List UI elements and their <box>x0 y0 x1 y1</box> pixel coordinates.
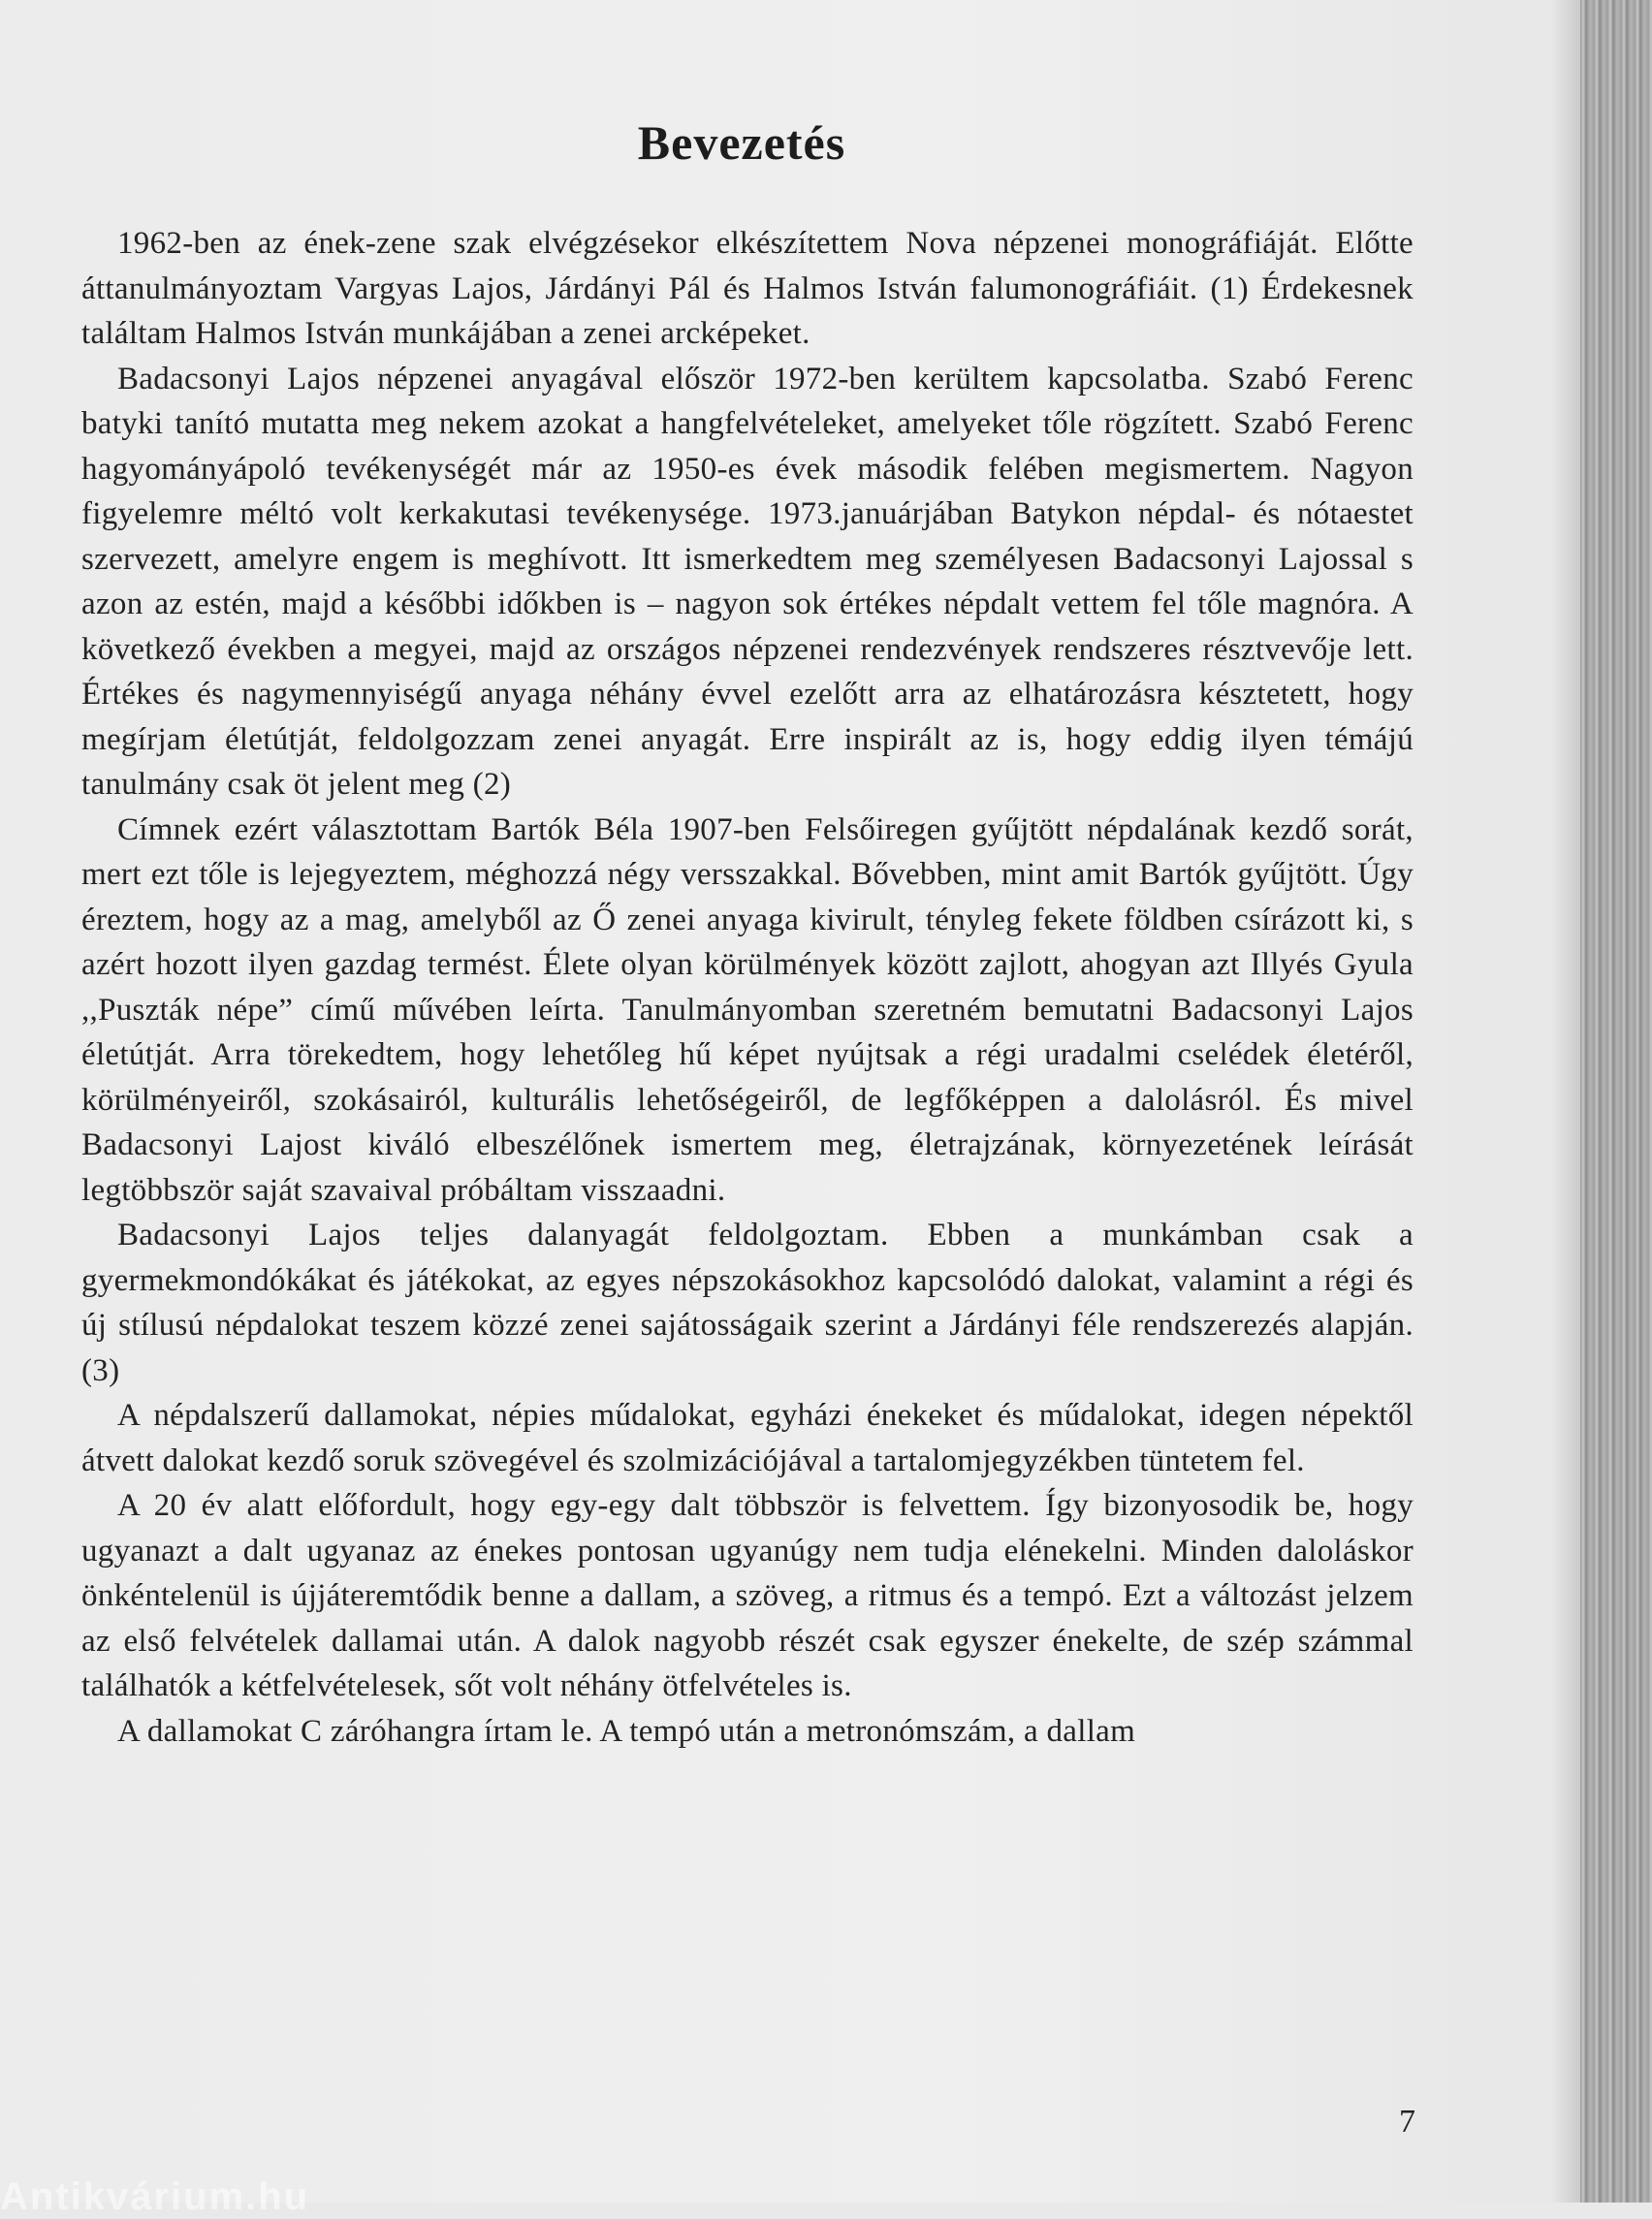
paragraph-7: A dallamokat C záróhangra írtam le. A tempó után a metronómszám, a dallam <box>117 1713 1136 1749</box>
watermark-text: Antikvárium.hu <box>0 2175 310 2218</box>
page-shadow <box>1551 0 1580 2203</box>
paragraph-2: Badacsonyi Lajos népzenei anyagával először 1972-ben kerültem kapcsolatba. Szabó Ferenc batyki tanító mutatta meg nekem azokat a hangfelvételeket, amelyeket tőle rögzített. Szabó Ferenc hagyományápoló tevékenységét már az 1950-es évek második felében megismertem. Nagyon figyelemre méltó volt kerkakutasi tevékenysége. 1973.januárjában Batykon népdal- és nótaestet szervezett, amelyre engem is meghívott. Itt ismerkedtem meg személyesen Badacsonyi Lajossal s azon az estén, majd a későbbi időkben is – nagyon sok értékes népdalt vettem fel tőle magnóra. A következő években a megyei, majd az országos népzenei rendezvények rendszeres résztvevője lett. Értékes és nagymennyiségű anyaga néhány évvel ezelőtt arra az elhatározásra késztetett, hogy megírjam életútját, feldolgozzam zenei anyagát. Erre inspirált az is, hogy eddig ilyen témájú tanulmány csak öt jelent meg (2) <box>81 361 1414 802</box>
paragraph-3: Címnek ezért választottam Bartók Béla 1907-ben Felsőiregen gyűjtött népdalának kezdő sorát, mert ezt tőle is lejegyeztem, méghozzá négy versszakkal. Bővebben, mint amit Bartók gyűjtött. Úgy éreztem, hogy az a mag, amelyből az Ő zenei anyaga kivirult, tényleg fekete földben csírázott ki, s azért hozott ilyen gazdag termést. Élete olyan körülmények között zajlott, ahogyan azt Illyés Gyula ,,Puszták népe” című művében leírta. Tanulmányomban szeretném bemutatni Badacsonyi Lajos életútját. Arra törekedtem, hogy lehetőleg hű képet nyújtsak a régi uradalmi cselédek életéről, körülményeiről, szokásairól, kulturális lehetőségeiről, de legfőképpen a dalolásról. És mivel Badacsonyi Lajost kiváló elbeszélőnek ismertem meg, életrajzának, környezetének leírását legtöbbször saját szavaival próbáltam visszaadni. <box>81 811 1414 1208</box>
paragraph-1: 1962-ben az ének-zene szak elvégzésekor elkészítettem Nova népzenei monográfiáját. Előtte áttanulmányoztam Vargyas Lajos, Járdányi Pál és Halmos István falumonográfiáit. (1) Érdekesnek találtam Halmos István munkájában a zenei arcképeket. <box>81 226 1414 351</box>
body-text <box>81 221 1414 1754</box>
paragraph-4: Badacsonyi Lajos teljes dalanyagát feldolgoztam. Ebben a munkámban csak a gyermekmondókákat és játékokat, az egyes népszokásokhoz kapcsolódó dalokat, valamint a régi és új stílusú népdalokat teszem közzé zenei sajátosságaik szerint a Járdányi féle rendszerezés alapján. (3) <box>81 1218 1414 1388</box>
page-edges <box>1580 0 1652 2203</box>
page-title: Bevezetés <box>637 115 846 170</box>
paragraph-5: A népdalszerű dallamokat, népies műdalokat, egyházi énekeket és műdalokat, idegen népektől átvett dalokat kezdő soruk szövegével és szolmizációjával a tartalomjegyzékben tüntetem fel. <box>81 1398 1414 1478</box>
page-number: 7 <box>1399 2104 1415 2140</box>
paragraph-6: A 20 év alatt előfordult, hogy egy-egy dalt többször is felvettem. Így bizonyosodik be, hogy ugyanazt a dalt ugyanaz az énekes pontosan ugyanúgy nem tudja elénekelni. Minden daloláskor önkéntelenül is újjáteremtődik benne a dallam, a szöveg, a ritmus és a tempó. Ezt a változást jelzem az első felvételek dallamai után. A dalok nagyobb részét csak egyszer énekelte, de szép számmal találhatók a kétfelvételesek, sőt volt néhány ötfelvételes is. <box>81 1488 1414 1703</box>
